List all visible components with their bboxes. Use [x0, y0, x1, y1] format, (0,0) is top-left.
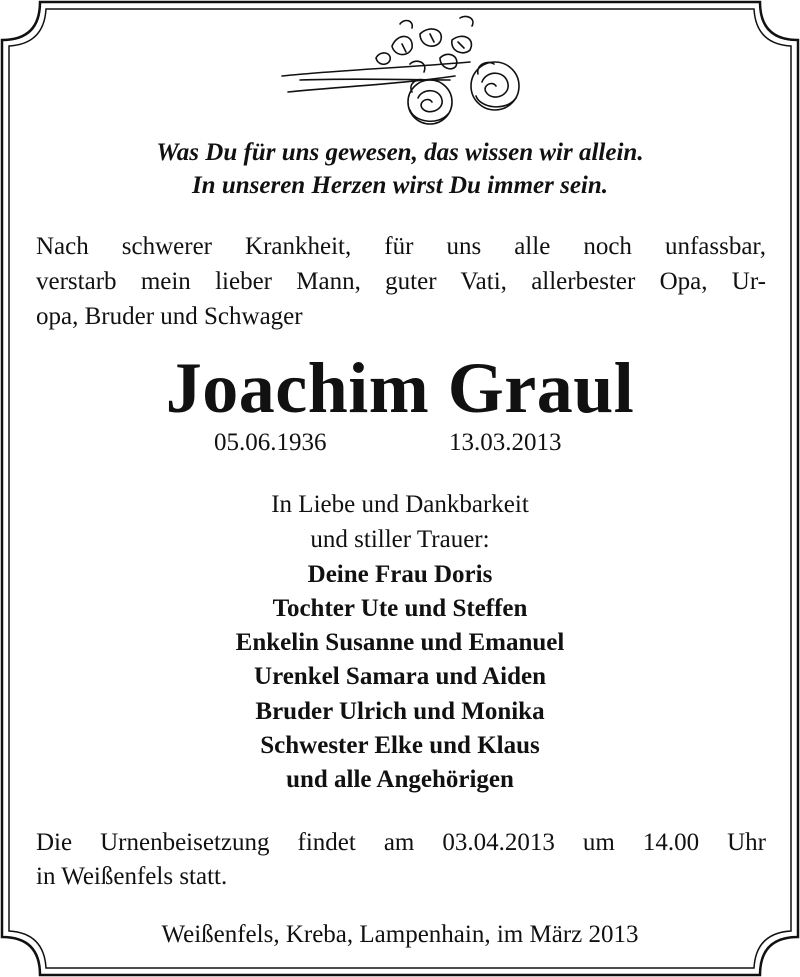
motto-line-1: Was Du für uns gewesen, das wissen wir allein. — [156, 139, 644, 166]
place-and-date: Weißenfels, Kreba, Lampenhain, im März 2013 — [161, 921, 639, 948]
mourner-name: Tochter Ute und Steffen — [272, 595, 528, 622]
birth-date: 05.06.1936 — [214, 429, 327, 456]
intro-text-line-3 — [36, 299, 766, 334]
intro-text-line-2 — [36, 264, 766, 299]
mourner-name: Urenkel Samara und Aiden — [254, 663, 546, 690]
burial-info-line-2: in Weißenfels statt. — [36, 863, 228, 890]
mourner-name: und alle Angehörigen — [286, 766, 514, 793]
intro-line-3-text: opa, Bruder und Schwager — [36, 303, 303, 330]
mourner-name: Bruder Ulrich und Monika — [255, 698, 545, 725]
mourner-name: Deine Frau Doris — [307, 561, 493, 588]
mourner-name: Schwester Elke und Klaus — [260, 732, 540, 759]
mourners-intro-line-2: und stiller Trauer: — [310, 526, 490, 553]
burial-info-line-1: Die Urnenbeisetzung findet am 03.04.2013 um 14.00 Uhr — [36, 829, 766, 856]
death-date: 13.03.2013 — [449, 429, 562, 456]
intro-line-2-text: verstarb mein lieber Mann, guter Vati, allerbester Opa, Ur- — [36, 268, 766, 295]
mourners-intro-line-1: In Liebe und Dankbarkeit — [271, 491, 529, 518]
intro-text-line-1 — [36, 229, 766, 264]
motto-line-2: In unseren Herzen wirst Du immer sein. — [191, 172, 609, 199]
roses-icon — [280, 14, 530, 132]
mourner-name: Enkelin Susanne und Emanuel — [235, 629, 565, 656]
intro-line-1-text: Nach schwerer Krankheit, für uns alle noch unfassbar, — [36, 233, 766, 260]
deceased-name: Joachim Graul — [165, 348, 635, 428]
